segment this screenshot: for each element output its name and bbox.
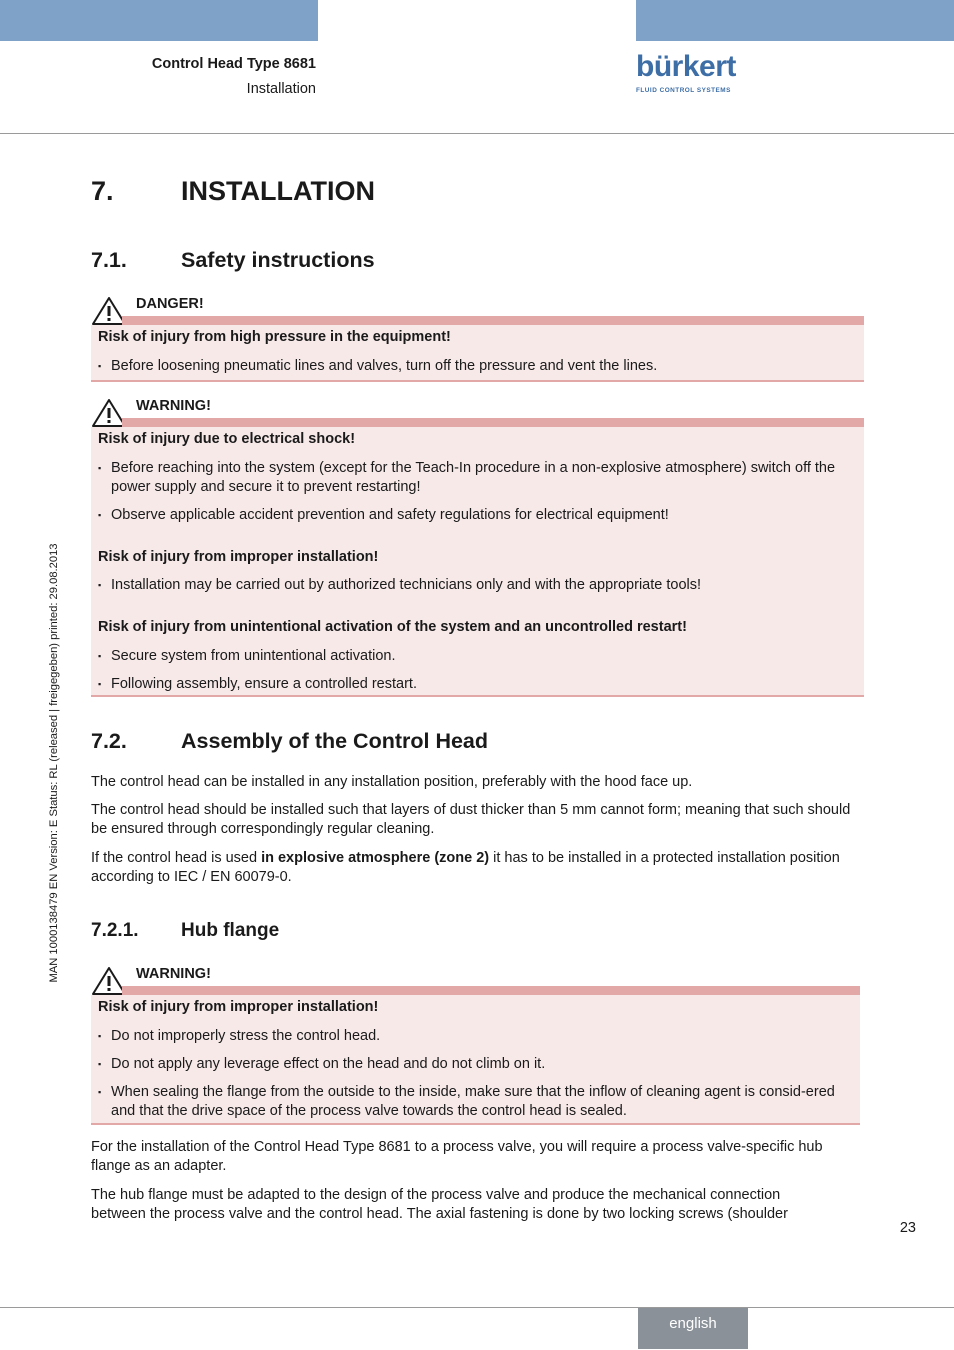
document-title: Control Head Type 8681: [151, 56, 316, 72]
text-run-bold: in explosive atmosphere (zone 2): [261, 850, 490, 866]
section-heading-7-2: [91, 729, 488, 754]
warning-body: [91, 995, 860, 1125]
section-number: 7.2.: [91, 729, 127, 753]
section-title: Safety instructions: [181, 248, 375, 272]
chapter-number: 7.: [91, 176, 114, 206]
text-run: If the control head is used: [91, 850, 262, 866]
footer-divider: [0, 1307, 954, 1308]
header-bar-left: [0, 0, 318, 41]
danger-item: ▪ Before loosening pneumatic lines and valves, turn off the pressure and vent the lines.: [98, 357, 657, 376]
danger-body: [91, 325, 864, 382]
logo-wordmark: bürkert: [636, 50, 736, 83]
page-number: 23: [899, 1220, 916, 1236]
section-number: 7.1.: [91, 248, 127, 272]
paragraph: For the installation of the Control Head Type 8681 to a process valve, you will require a process valve-specific hub flange as an adapter.: [91, 1139, 823, 1174]
warning-item: ▪ Installation may be carried out by authorized technicians only and with the appropriate tools!: [98, 576, 701, 595]
paragraph: The control head can be installed in any installation position, preferably with the hood face up.: [91, 774, 693, 790]
logo-tagline: FLUID CONTROL SYSTEMS: [636, 87, 731, 94]
chapter-title: INSTALLATION: [181, 176, 375, 206]
header-bar-right: [636, 0, 954, 41]
danger-label: DANGER!: [136, 296, 204, 312]
subsection-title: Hub flange: [181, 920, 280, 941]
paragraph: The hub flange must be adapted to the design of the process valve and produce the mechanical connection between the process valve and the control head. The axial fastening is done by two locking screws (shoulder: [91, 1187, 788, 1222]
warning-item: ▪ Observe applicable accident prevention and safety regulations for electrical equipment!: [98, 506, 669, 525]
warning-item: ▪ Do not improperly stress the control head.: [98, 1027, 380, 1046]
danger-stripe: [122, 316, 864, 325]
danger-box: [91, 296, 864, 384]
warning-body: [91, 427, 864, 697]
warning-item: ▪ When sealing the flange from the outside to the inside, make sure that the inflow of cleaning agent is consid-ered and that the drive space of the process valve towards the control head is sealed.: [98, 1083, 853, 1121]
warning-item: ▪ Following assembly, ensure a controlled restart.: [98, 675, 417, 694]
warning-item: ▪ Do not apply any leverage effect on the head and do not climb on it.: [98, 1055, 545, 1074]
chapter-heading: [91, 176, 375, 207]
warning-stripe: [122, 418, 864, 427]
warning-item: ▪ Before reaching into the system (except for the Teach-In procedure in a non-explosive atmosphere) switch off the power supply and secure it to prevent restarting!: [98, 459, 857, 497]
warning-box-hub-flange: [91, 966, 860, 1128]
section-title: Assembly of the Control Head: [181, 729, 489, 753]
warning-heading-electrical: Risk of injury due to electrical shock!: [98, 431, 356, 447]
subsection-number: 7.2.1.: [91, 920, 139, 941]
warning-label: WARNING!: [136, 398, 211, 414]
warning-label: WARNING!: [136, 966, 211, 982]
paragraph-explosive: [91, 849, 861, 887]
subsection-heading-7-2-1: [91, 920, 279, 942]
warning-item: ▪ Secure system from unintentional activation.: [98, 647, 396, 666]
document-section: Installation: [246, 81, 316, 97]
warning-heading: Risk of injury from improper installation!: [98, 999, 379, 1015]
header-divider: [0, 133, 954, 134]
warning-box-electrical: [91, 398, 864, 700]
text-run: it has to be installed in a protected installation position according to IEC / EN 60079-0.: [91, 850, 840, 885]
section-heading-7-1: [91, 248, 375, 273]
warning-heading-activation: Risk of injury from unintentional activation of the system and an uncontrolled restart!: [98, 619, 687, 635]
language-tab: english: [638, 1308, 748, 1349]
danger-heading: Risk of injury from high pressure in the equipment!: [98, 329, 451, 345]
warning-heading-installation: Risk of injury from improper installation!: [98, 549, 379, 565]
warning-stripe: [122, 986, 860, 995]
document-meta-vertical: MAN 1000138479 EN Version: E Status: RL (released | freigegeben) printed: 29.08.2013: [48, 543, 60, 983]
paragraph: The control head should be installed such that layers of dust thicker than 5 mm cannot form; meaning that such should be ensured through correspondingly regular cleaning.: [91, 802, 851, 837]
